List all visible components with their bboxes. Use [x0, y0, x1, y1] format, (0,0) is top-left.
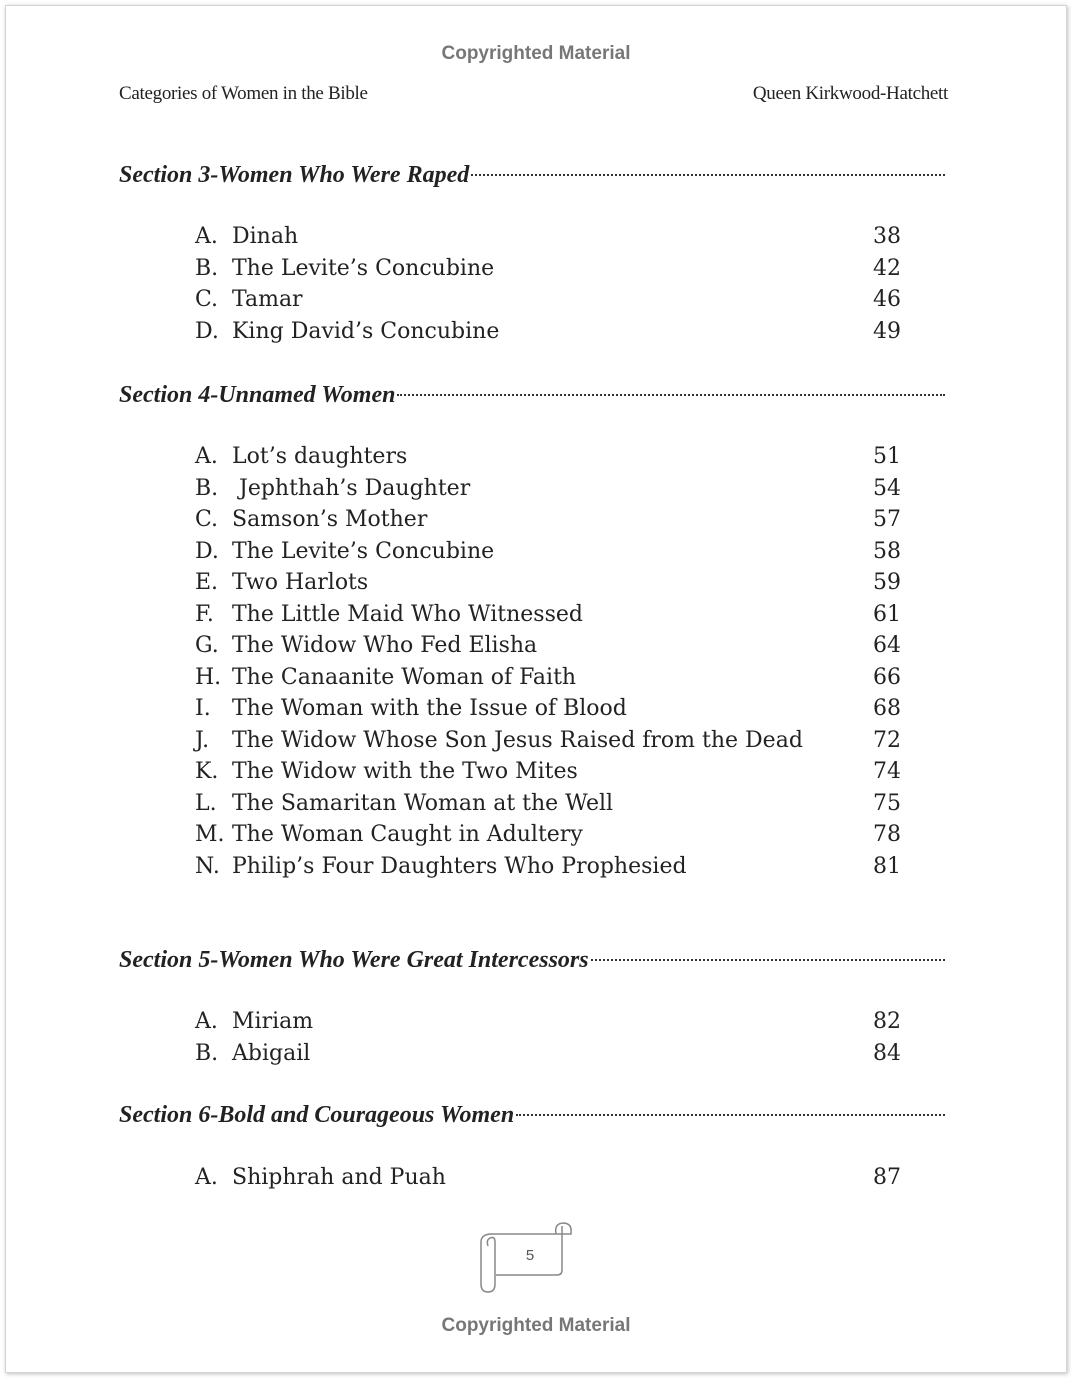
- entry-title: Jephthah’s Daughter: [232, 475, 471, 501]
- entry-title: Philip’s Four Daughters Who Prophesied: [232, 853, 687, 879]
- entry-letter: A.: [195, 444, 218, 469]
- entry-title: The Canaanite Woman of Faith: [232, 664, 577, 690]
- dot-leader: [516, 1114, 945, 1116]
- entry-page-number: 84: [873, 1040, 901, 1066]
- toc-entry[interactable]: [195, 536, 901, 568]
- entry-title: Samson’s Mother: [232, 507, 428, 532]
- toc-entry[interactable]: [195, 851, 901, 883]
- section-heading-text: Section 3-Women Who Were Raped: [119, 162, 470, 188]
- entry-page-number: 78: [873, 822, 901, 847]
- toc-entry[interactable]: [195, 662, 901, 694]
- copyright-watermark-top: Copyrighted Material: [441, 43, 631, 64]
- entry-title: The Woman with the Issue of Blood: [232, 696, 627, 721]
- section-heading-text: Section 4-Unnamed Women: [119, 382, 396, 408]
- entry-page-number: 81: [873, 853, 901, 879]
- toc-entry[interactable]: [195, 819, 901, 851]
- toc-entry[interactable]: [195, 221, 901, 253]
- toc-entry[interactable]: [195, 599, 901, 631]
- section-heading[interactable]: [119, 379, 945, 411]
- entry-page-number: 64: [873, 633, 901, 658]
- running-header-title: Categories of Women in the Bible: [119, 83, 368, 104]
- entry-page-number: 61: [873, 601, 901, 627]
- section-heading[interactable]: [119, 159, 945, 191]
- section-heading-text: Section 6-Bold and Courageous Women: [119, 1102, 515, 1128]
- entry-page-number: 66: [873, 664, 901, 690]
- entry-page-number: 38: [873, 224, 901, 249]
- entry-title: The Samaritan Woman at the Well: [232, 790, 614, 816]
- page-number: 5: [525, 1247, 535, 1264]
- section-entries: [195, 441, 901, 882]
- toc-entry[interactable]: [195, 756, 901, 788]
- toc-entry[interactable]: [195, 473, 901, 505]
- entry-letter: N.: [195, 853, 220, 879]
- entry-page-number: 42: [873, 255, 901, 281]
- entry-page-number: 72: [873, 727, 901, 753]
- entry-letter: K.: [195, 759, 219, 784]
- entry-title: Dinah: [232, 224, 299, 249]
- entry-letter: A.: [195, 224, 218, 249]
- entry-page-number: 87: [873, 1165, 901, 1190]
- entry-letter: F.: [195, 601, 214, 627]
- entry-page-number: 46: [873, 287, 901, 312]
- entry-page-number: 54: [873, 475, 901, 501]
- entry-page-number: 68: [873, 696, 901, 721]
- section-heading-text: Section 5-Women Who Were Great Intercessors: [119, 947, 589, 973]
- entry-letter: C.: [195, 507, 219, 532]
- entry-letter: C.: [195, 287, 219, 312]
- entry-title: The Woman Caught in Adultery: [232, 822, 583, 847]
- entry-letter: H.: [195, 664, 222, 690]
- entry-letter: A.: [195, 1165, 218, 1190]
- entry-title: The Levite’s Concubine: [232, 255, 495, 281]
- entry-title: Two Harlots: [232, 570, 369, 595]
- entry-title: Lot’s daughters: [232, 444, 408, 469]
- entry-letter: B.: [195, 255, 219, 281]
- entry-letter: D.: [195, 538, 219, 564]
- toc-entry[interactable]: [195, 725, 901, 757]
- section-heading[interactable]: [119, 944, 945, 976]
- entry-letter: D.: [195, 318, 219, 344]
- toc-entry[interactable]: [195, 253, 901, 285]
- entry-title: King David’s Concubine: [232, 318, 500, 344]
- toc-entry[interactable]: [195, 693, 901, 725]
- toc-entry[interactable]: [195, 284, 901, 316]
- entry-letter: B.: [195, 475, 219, 501]
- toc-entry[interactable]: [195, 316, 901, 348]
- section-entries: [195, 1006, 901, 1069]
- entry-page-number: 49: [873, 318, 901, 344]
- running-header-author: Queen Kirkwood-Hatchett: [752, 83, 948, 104]
- entry-page-number: 75: [873, 790, 901, 816]
- toc-entry[interactable]: [195, 567, 901, 599]
- entry-page-number: 57: [873, 507, 901, 532]
- entry-title: Shiphrah and Puah: [232, 1165, 446, 1190]
- toc-entry[interactable]: [195, 441, 901, 473]
- entry-title: The Widow Whose Son Jesus Raised from the Dead: [232, 727, 803, 753]
- entry-letter: J.: [195, 727, 210, 753]
- entry-title: Miriam: [232, 1009, 314, 1034]
- entry-letter: I.: [195, 696, 211, 721]
- section-entries: [195, 221, 901, 347]
- toc-entry[interactable]: [195, 1006, 901, 1038]
- entry-title: Tamar: [232, 287, 303, 312]
- entry-page-number: 58: [873, 538, 901, 564]
- toc-entry[interactable]: [195, 788, 901, 820]
- entry-letter: L.: [195, 790, 217, 816]
- entry-letter: G.: [195, 633, 219, 658]
- entry-page-number: 59: [873, 570, 901, 595]
- toc-entry[interactable]: [195, 504, 901, 536]
- copyright-watermark-bottom: Copyrighted Material: [441, 1315, 631, 1336]
- toc-entry[interactable]: [195, 1038, 901, 1070]
- entry-title: The Widow with the Two Mites: [232, 759, 578, 784]
- entry-page-number: 82: [873, 1009, 901, 1034]
- entry-title: The Levite’s Concubine: [232, 538, 495, 564]
- entry-letter: A.: [195, 1009, 218, 1034]
- entry-title: Abigail: [232, 1040, 311, 1066]
- toc-entry[interactable]: [195, 630, 901, 662]
- entry-title: The Little Maid Who Witnessed: [232, 601, 583, 627]
- entry-letter: M.: [195, 822, 225, 847]
- section-entries: [195, 1162, 901, 1194]
- dot-leader: [471, 174, 945, 176]
- section-heading[interactable]: [119, 1099, 945, 1131]
- entry-title: The Widow Who Fed Elisha: [232, 633, 538, 658]
- entry-letter: B.: [195, 1040, 219, 1066]
- entry-page-number: 51: [873, 444, 901, 469]
- entry-page-number: 74: [873, 759, 901, 784]
- dot-leader: [397, 394, 945, 396]
- entry-letter: E.: [195, 570, 219, 595]
- dot-leader: [591, 959, 945, 961]
- toc-entry[interactable]: [195, 1162, 901, 1194]
